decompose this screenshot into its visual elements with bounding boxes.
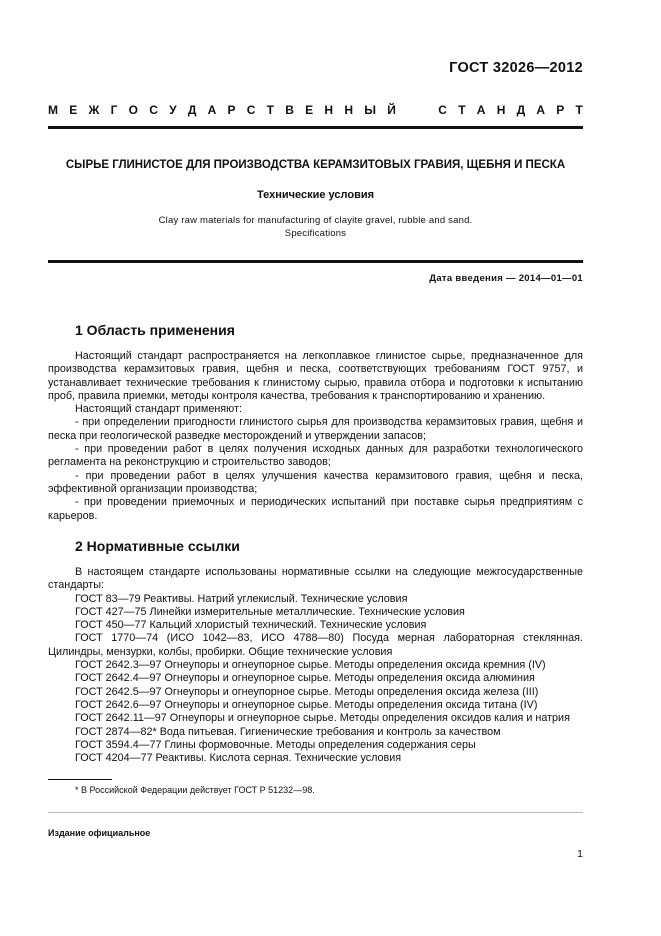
section1-paragraph: Настоящий стандарт применяют: [75, 403, 242, 416]
section1-body [48, 350, 583, 523]
reference-item: ГОСТ 2642.11—97 Огнеупоры и огнеупорное сырье. Методы определения оксидов калия и натрия [75, 712, 570, 725]
top-rule [48, 126, 583, 129]
banner-letter: Т [575, 103, 583, 117]
banner-letter: Ж [88, 103, 100, 117]
banner-letter: М [48, 103, 58, 117]
reference-item: ГОСТ 2642.4—97 Огнеупоры и огнеупорное сырье. Методы определения оксида алюминия [75, 672, 535, 685]
footnote-rule [48, 779, 112, 780]
reference-item: ГОСТ 427—75 Линейки измерительные металлические. Технические условия [75, 605, 465, 618]
banner-gap [407, 103, 427, 117]
reference-item: ГОСТ 1770—74 (ИСО 1042—83, ИСО 4788—80) Посуда мерная лабораторная стеклянная. Цилиндры, мензурки, колбы, пробирки. Общие технические условия [48, 632, 583, 658]
middle-rule [48, 260, 583, 263]
reference-item: ГОСТ 2642.3—97 Огнеупоры и огнеупорное сырье. Методы определения оксида кремния (IV) [75, 659, 546, 672]
edition-rule [48, 812, 583, 813]
reference-item: ГОСТ 450—77 Кальций хлористый технический. Технические условия [75, 619, 427, 632]
english-title-line1: Clay raw materials for manufacturing of clayite gravel, rubble and sand. [158, 215, 473, 226]
banner-letter: А [476, 103, 486, 117]
reference-item: ГОСТ 2642.6—97 Огнеупоры и огнеупорное сырье. Методы определения оксида титана (IV) [75, 698, 538, 711]
banner-letter: С [149, 103, 158, 117]
reference-item: ГОСТ 2874—82* Вода питьевая. Гигиенические требования и контроль за качеством [75, 725, 501, 738]
intro-date: Дата введения — 2014—01—01 [429, 273, 583, 284]
banner-letter: С [438, 103, 447, 117]
banner-letter: Р [227, 103, 236, 117]
banner-letter: У [169, 103, 177, 117]
english-title-line2: Specifications [284, 228, 347, 239]
section1-heading: 1 Область применения [75, 322, 235, 338]
reference-item: ГОСТ 4204—77 Реактивы. Кислота серная. Технические условия [75, 752, 402, 765]
section1-paragraph: Настоящий стандарт распространяется на легкоплавкое глинистое сырье, предназначенное для производства керамзитовых гравия, щебня и песка, соответствующих требованиям ГОСТ 9757, и устанавливает технические требования к глинистому сырью, правила отбора и подготовки к испытанию проб, правила приемки, методы контроля качества, требования к транспортированию и хранению. [48, 350, 583, 402]
banner-letter: Ы [364, 103, 376, 117]
banner-letter: Т [266, 103, 275, 117]
banner-letter: Д [187, 103, 197, 117]
banner-letter: Г [110, 103, 118, 117]
document-title: СЫРЬЕ ГЛИНИСТОЕ ДЛЯ ПРОИЗВОДСТВА КЕРАМЗИТОВЫХ ГРАВИЯ, ЩЕБНЯ И ПЕСКА [65, 159, 566, 171]
footnote: * В Российской Федерации действует ГОСТ Р 51232—98. [75, 785, 315, 795]
edition-label: Издание официальное [48, 828, 151, 838]
banner-letter: Н [344, 103, 353, 117]
banner-letter: Д [516, 103, 526, 117]
page-number: 1 [577, 848, 583, 860]
banner-letter: А [536, 103, 546, 117]
reference-item: ГОСТ 2642.5—97 Огнеупоры и огнеупорное сырье. Методы определения оксида железа (III) [75, 685, 539, 698]
section1-paragraph: - при проведении работ в целях улучшения качества керамзитового гравия, щебня и песка, эффективной организации производства; [48, 469, 583, 495]
banner-letter: В [285, 103, 294, 117]
banner-letter: Р [556, 103, 565, 117]
section2-intro: В настоящем стандарте использованы нормативные ссылки на следующие межгосударственные стандарты: [48, 566, 583, 592]
banner-letter: Н [324, 103, 334, 117]
normative-references-list [48, 593, 583, 766]
banner-letter: А [207, 103, 217, 117]
gost-number: ГОСТ 32026—2012 [449, 60, 583, 76]
banner-letter: Й [387, 103, 396, 117]
document-subtitle: Технические условия [256, 189, 375, 201]
section1-paragraph: - при проведении работ в целях получения исходных данных для разработки технологического регламента на реконструкцию и строительство заводов; [48, 443, 583, 469]
section2-heading: 2 Нормативные ссылки [75, 538, 240, 554]
banner-letter: О [128, 103, 138, 117]
standard-type-banner [48, 103, 583, 117]
banner-letter: Е [69, 103, 78, 117]
section1-paragraph: - при проведении приемочных и периодических испытаний при поставке сырья предприятиям с карьеров. [48, 496, 583, 522]
banner-letter: Т [458, 103, 466, 117]
banner-letter: Н [496, 103, 506, 117]
banner-letter: С [246, 103, 256, 117]
reference-item: ГОСТ 3594.4—77 Глины формовочные. Методы определения содержания серы [75, 738, 476, 751]
section2-body [48, 566, 583, 765]
english-title [48, 214, 583, 240]
banner-letter: Е [305, 103, 314, 117]
reference-item: ГОСТ 83—79 Реактивы. Натрий углекислый. Технические условия [75, 592, 408, 605]
section1-paragraph: - при определении пригодности глинистого сырья для производства керамзитовых гравия, щебня и песка при геологической разведке месторождений и утверждении запасов; [48, 416, 583, 442]
